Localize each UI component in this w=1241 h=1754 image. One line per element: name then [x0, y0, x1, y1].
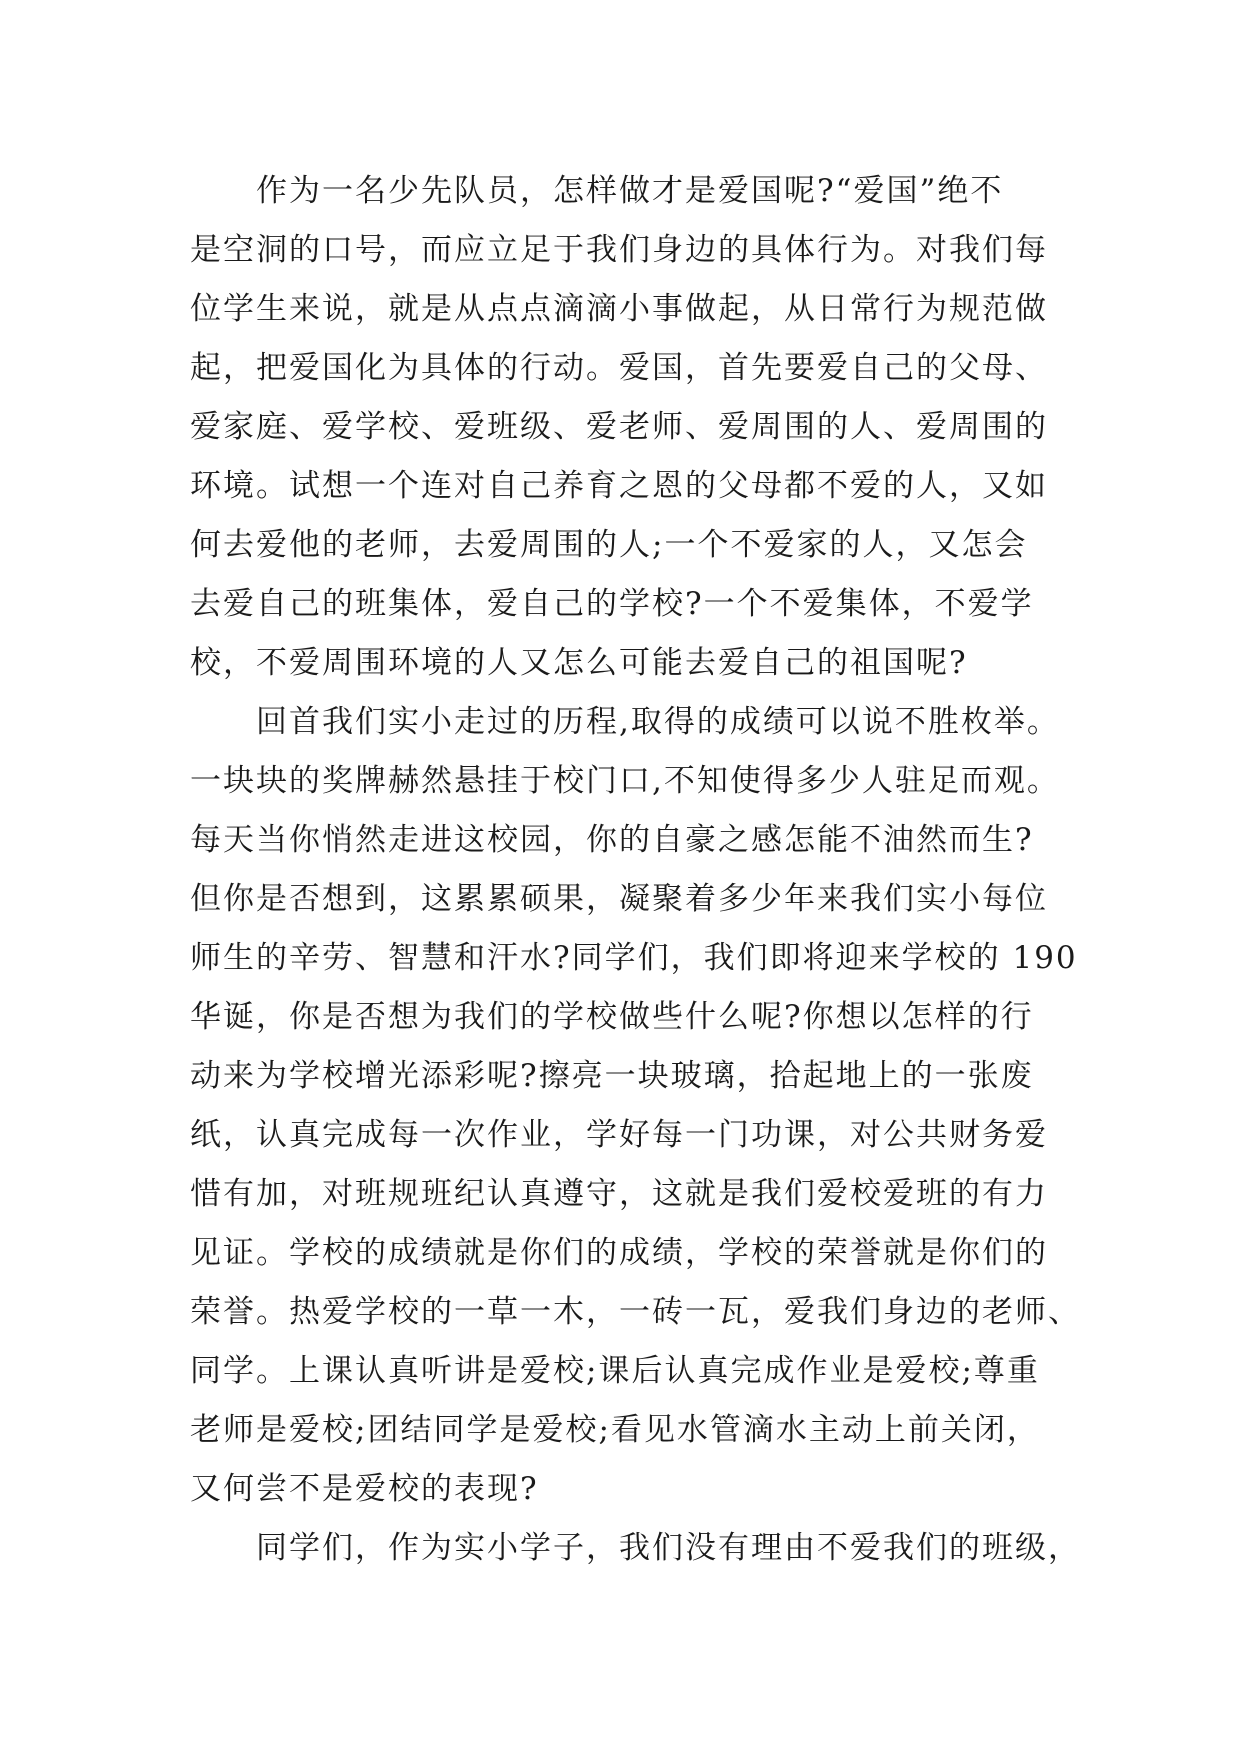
paragraph-2-line-3: 每天当你悄然走进这校园，你的自豪之感怎能不油然而生?: [190, 822, 1034, 858]
paragraph-2-line-2: 一块块的奖牌赫然悬挂于校门口,不知使得多少人驻足而观。: [190, 763, 1060, 799]
paragraph-1-line-8: 去爱自己的班集体，爱自己的学校?一个不爱集体，不爱学: [190, 586, 1034, 622]
paragraph-1-line-7: 何去爱他的老师，去爱周围的人;一个不爱家的人，又怎会: [190, 527, 1028, 563]
paragraph-1-line-9: 校，不爱周围环境的人又怎么可能去爱自己的祖国呢?: [190, 645, 968, 681]
paragraph-2-line-11: 荣誉。热爱学校的一草一木，一砖一瓦，爱我们身边的老师、: [190, 1294, 1081, 1330]
paragraph-2-line-14: 又何尝不是爱校的表现?: [190, 1471, 539, 1507]
paragraph-1-line-4: 起，把爱国化为具体的行动。爱国，首先要爱自己的父母、: [190, 350, 1048, 386]
paragraph-2-line-6: 华诞，你是否想为我们的学校做些什么呢?你想以怎样的行: [190, 999, 1034, 1035]
paragraph-2-line-1: 回首我们实小走过的历程,取得的成绩可以说不胜枚举。: [256, 704, 1060, 740]
paragraph-1-line-1: 作为一名少先队员，怎样做才是爱国呢?“爱国”绝不: [256, 173, 1004, 209]
paragraph-2-line-10: 见证。学校的成绩就是你们的成绩，学校的荣誉就是你们的: [190, 1235, 1048, 1271]
paragraph-2-line-5: 师生的辛劳、智慧和汗水?同学们，我们即将迎来学校的 190: [190, 940, 1078, 976]
body-text: [190, 162, 1081, 1578]
paragraph-1-line-3: 位学生来说，就是从点点滴滴小事做起，从日常行为规范做: [190, 291, 1048, 327]
paragraph-2-line-12: 同学。上课认真听讲是爱校;课后认真完成作业是爱校;尊重: [190, 1353, 1040, 1389]
paragraph-1-line-2: 是空洞的口号，而应立足于我们身边的具体行为。对我们每: [190, 232, 1048, 268]
paragraph-2-line-7: 动来为学校增光添彩呢?擦亮一块玻璃，拾起地上的一张废: [190, 1058, 1034, 1094]
paragraph-2-line-9: 惜有加，对班规班纪认真遵守，这就是我们爱校爱班的有力: [190, 1176, 1048, 1212]
paragraph-1-line-6: 环境。试想一个连对自己养育之恩的父母都不爱的人，又如: [190, 468, 1048, 504]
paragraph-3-line-1: 同学们，作为实小学子，我们没有理由不爱我们的班级，: [256, 1530, 1081, 1566]
paragraph-2-line-13: 老师是爱校;团结同学是爱校;看见水管滴水主动上前关闭，: [190, 1412, 1040, 1448]
paragraph-1-line-5: 爱家庭、爱学校、爱班级、爱老师、爱周围的人、爱周围的: [190, 409, 1048, 445]
paragraph-2-line-8: 纸，认真完成每一次作业，学好每一门功课，对公共财务爱: [190, 1117, 1048, 1153]
paragraph-2-line-4: 但你是否想到，这累累硕果，凝聚着多少年来我们实小每位: [190, 881, 1048, 917]
